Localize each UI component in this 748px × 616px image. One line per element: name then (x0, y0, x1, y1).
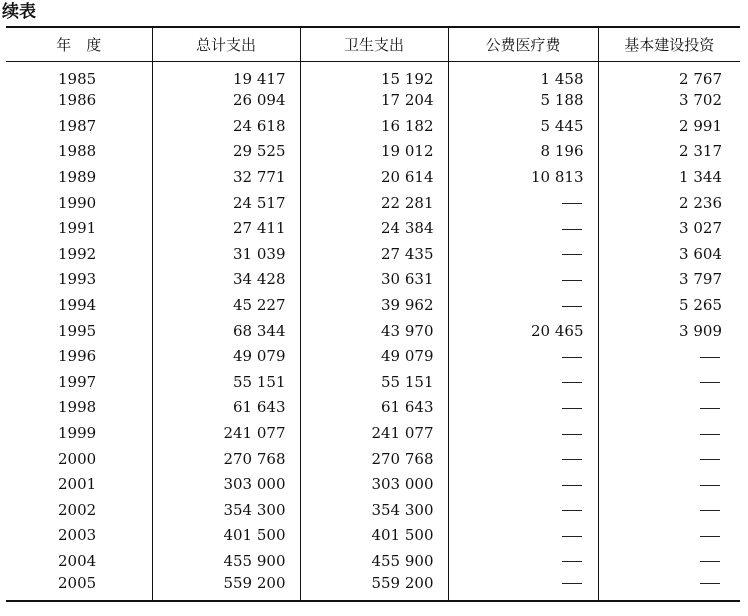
capital-construction-cell: 3 909 (598, 318, 740, 344)
health-expenditure-cell: 17 204 (300, 88, 448, 114)
public-medical-fee-cell (448, 369, 598, 395)
empty-value-dash (562, 485, 582, 486)
public-medical-fee-cell (448, 446, 598, 472)
empty-value-dash (562, 583, 582, 584)
year-cell: 2000 (58, 449, 97, 468)
public-medical-fee-cell (448, 574, 598, 601)
table-header (6, 27, 740, 61)
health-expenditure-cell: 43 970 (300, 318, 448, 344)
capital-construction-cell (598, 497, 740, 523)
total-expenditure-cell: 24 517 (152, 190, 300, 216)
health-expenditure-cell: 354 300 (300, 497, 448, 523)
year-cell: 2004 (58, 551, 97, 570)
health-expenditure-cell: 15 192 (300, 61, 448, 88)
capital-construction-cell (598, 523, 740, 549)
public-medical-fee-cell: 1 458 (448, 61, 598, 88)
health-expenditure-cell: 16 182 (300, 113, 448, 139)
capital-construction-cell (598, 471, 740, 497)
year-cell: 1987 (58, 116, 97, 135)
table-row (6, 420, 740, 446)
public-medical-fee-cell: 8 196 (448, 139, 598, 165)
empty-value-dash (700, 536, 720, 537)
table-row (6, 471, 740, 497)
year-cell: 1992 (58, 244, 97, 263)
column-header-total-expenditure: 总计支出 (152, 27, 300, 61)
public-medical-fee-cell (448, 241, 598, 267)
public-medical-fee-cell (448, 267, 598, 293)
total-expenditure-cell: 61 643 (152, 395, 300, 421)
empty-value-dash (562, 510, 582, 511)
capital-construction-cell (598, 395, 740, 421)
empty-value-dash (700, 357, 720, 358)
health-expenditure-cell: 24 384 (300, 215, 448, 241)
total-expenditure-cell: 29 525 (152, 139, 300, 165)
table-row (6, 190, 740, 216)
empty-value-dash (562, 382, 582, 383)
health-expenditure-cell: 559 200 (300, 574, 448, 601)
capital-construction-cell: 3 604 (598, 241, 740, 267)
table-row (6, 215, 740, 241)
capital-construction-cell: 3 797 (598, 267, 740, 293)
year-cell: 1985 (58, 69, 97, 88)
empty-value-dash (562, 459, 582, 460)
column-header-capital-construction: 基本建设投资 (598, 27, 740, 61)
total-expenditure-cell: 32 771 (152, 164, 300, 190)
health-expenditure-cell: 49 079 (300, 343, 448, 369)
table-row (6, 318, 740, 344)
year-cell: 2005 (6, 574, 152, 601)
total-expenditure-cell: 26 094 (152, 88, 300, 114)
empty-value-dash (700, 382, 720, 383)
capital-construction-cell (598, 548, 740, 574)
total-expenditure-cell: 19 417 (152, 61, 300, 88)
capital-construction-cell (598, 574, 740, 601)
total-expenditure-cell: 49 079 (152, 343, 300, 369)
table-row (6, 113, 740, 139)
health-expenditure-cell: 270 768 (300, 446, 448, 472)
health-expenditure-cell: 455 900 (300, 548, 448, 574)
public-medical-fee-cell (448, 215, 598, 241)
empty-value-dash (562, 357, 582, 358)
public-medical-fee-cell: 5 445 (448, 113, 598, 139)
year-cell: 1997 (58, 372, 97, 391)
capital-construction-cell: 2 991 (598, 113, 740, 139)
public-medical-fee-cell (448, 190, 598, 216)
year-cell: 2001 (58, 475, 97, 494)
total-expenditure-cell: 27 411 (152, 215, 300, 241)
year-cell: 1991 (58, 219, 97, 238)
total-expenditure-cell: 34 428 (152, 267, 300, 293)
table-row (6, 88, 740, 114)
capital-construction-cell: 2 236 (598, 190, 740, 216)
empty-value-dash (562, 229, 582, 230)
total-expenditure-cell: 24 618 (152, 113, 300, 139)
empty-value-dash (562, 536, 582, 537)
expenditure-table (6, 26, 740, 602)
column-header-public-medical-fee: 公费医疗费 (448, 27, 598, 61)
table-row (6, 548, 740, 574)
total-expenditure-cell: 559 200 (152, 574, 300, 601)
health-expenditure-cell: 20 614 (300, 164, 448, 190)
total-expenditure-cell: 455 900 (152, 548, 300, 574)
capital-construction-cell (598, 369, 740, 395)
public-medical-fee-cell (448, 292, 598, 318)
public-medical-fee-cell (448, 343, 598, 369)
column-header-year: 年 度 (6, 27, 152, 61)
table-row (6, 61, 740, 88)
public-medical-fee-cell (448, 548, 598, 574)
empty-value-dash (700, 510, 720, 511)
table-row (6, 369, 740, 395)
health-expenditure-cell: 27 435 (300, 241, 448, 267)
table-row (6, 241, 740, 267)
capital-construction-cell: 2 767 (598, 61, 740, 88)
capital-construction-cell (598, 446, 740, 472)
empty-value-dash (562, 434, 582, 435)
empty-value-dash (700, 459, 720, 460)
capital-construction-cell: 3 027 (598, 215, 740, 241)
health-expenditure-cell: 303 000 (300, 471, 448, 497)
public-medical-fee-cell: 10 813 (448, 164, 598, 190)
column-header-health-expenditure: 卫生支出 (300, 27, 448, 61)
table-row (6, 574, 740, 601)
total-expenditure-cell: 45 227 (152, 292, 300, 318)
empty-value-dash (700, 434, 720, 435)
table-row (6, 523, 740, 549)
total-expenditure-cell: 270 768 (152, 446, 300, 472)
year-cell: 2003 (58, 526, 97, 545)
table-row (6, 497, 740, 523)
public-medical-fee-cell (448, 497, 598, 523)
empty-value-dash (562, 306, 582, 307)
health-expenditure-cell: 19 012 (300, 139, 448, 165)
capital-construction-cell: 3 702 (598, 88, 740, 114)
year-cell: 1995 (58, 321, 97, 340)
table-row (6, 164, 740, 190)
table-row (6, 446, 740, 472)
year-cell: 1999 (58, 424, 97, 443)
health-expenditure-cell: 401 500 (300, 523, 448, 549)
year-cell: 2002 (58, 500, 97, 519)
empty-value-dash (700, 561, 720, 562)
public-medical-fee-cell (448, 523, 598, 549)
table-row (6, 292, 740, 318)
year-cell: 1986 (58, 91, 97, 110)
health-expenditure-cell: 55 151 (300, 369, 448, 395)
total-expenditure-cell: 354 300 (152, 497, 300, 523)
year-cell: 1989 (58, 168, 97, 187)
table-body (6, 61, 740, 601)
empty-value-dash (562, 408, 582, 409)
year-cell: 1994 (58, 296, 97, 315)
total-expenditure-cell: 401 500 (152, 523, 300, 549)
health-expenditure-cell: 30 631 (300, 267, 448, 293)
health-expenditure-cell: 39 962 (300, 292, 448, 318)
empty-value-dash (562, 254, 582, 255)
public-medical-fee-cell (448, 420, 598, 446)
year-cell: 1996 (58, 347, 97, 366)
empty-value-dash (700, 583, 720, 584)
table-row (6, 139, 740, 165)
capital-construction-cell: 5 265 (598, 292, 740, 318)
year-cell: 1993 (58, 270, 97, 289)
public-medical-fee-cell: 20 465 (448, 318, 598, 344)
empty-value-dash (700, 485, 720, 486)
table-row (6, 343, 740, 369)
health-expenditure-cell: 61 643 (300, 395, 448, 421)
total-expenditure-cell: 241 077 (152, 420, 300, 446)
table-row (6, 267, 740, 293)
year-cell: 1990 (58, 193, 97, 212)
empty-value-dash (562, 203, 582, 204)
header-row (6, 27, 740, 61)
public-medical-fee-cell (448, 395, 598, 421)
public-medical-fee-cell: 5 188 (448, 88, 598, 114)
health-expenditure-cell: 22 281 (300, 190, 448, 216)
table-row (6, 395, 740, 421)
empty-value-dash (562, 561, 582, 562)
total-expenditure-cell: 303 000 (152, 471, 300, 497)
total-expenditure-cell: 68 344 (152, 318, 300, 344)
empty-value-dash (700, 408, 720, 409)
public-medical-fee-cell (448, 471, 598, 497)
year-cell: 1998 (58, 398, 97, 417)
year-cell: 1988 (58, 142, 97, 161)
table-caption: 续表 (2, 2, 36, 22)
capital-construction-cell: 2 317 (598, 139, 740, 165)
empty-value-dash (562, 280, 582, 281)
total-expenditure-cell: 31 039 (152, 241, 300, 267)
capital-construction-cell: 1 344 (598, 164, 740, 190)
capital-construction-cell (598, 343, 740, 369)
capital-construction-cell (598, 420, 740, 446)
total-expenditure-cell: 55 151 (152, 369, 300, 395)
health-expenditure-cell: 241 077 (300, 420, 448, 446)
